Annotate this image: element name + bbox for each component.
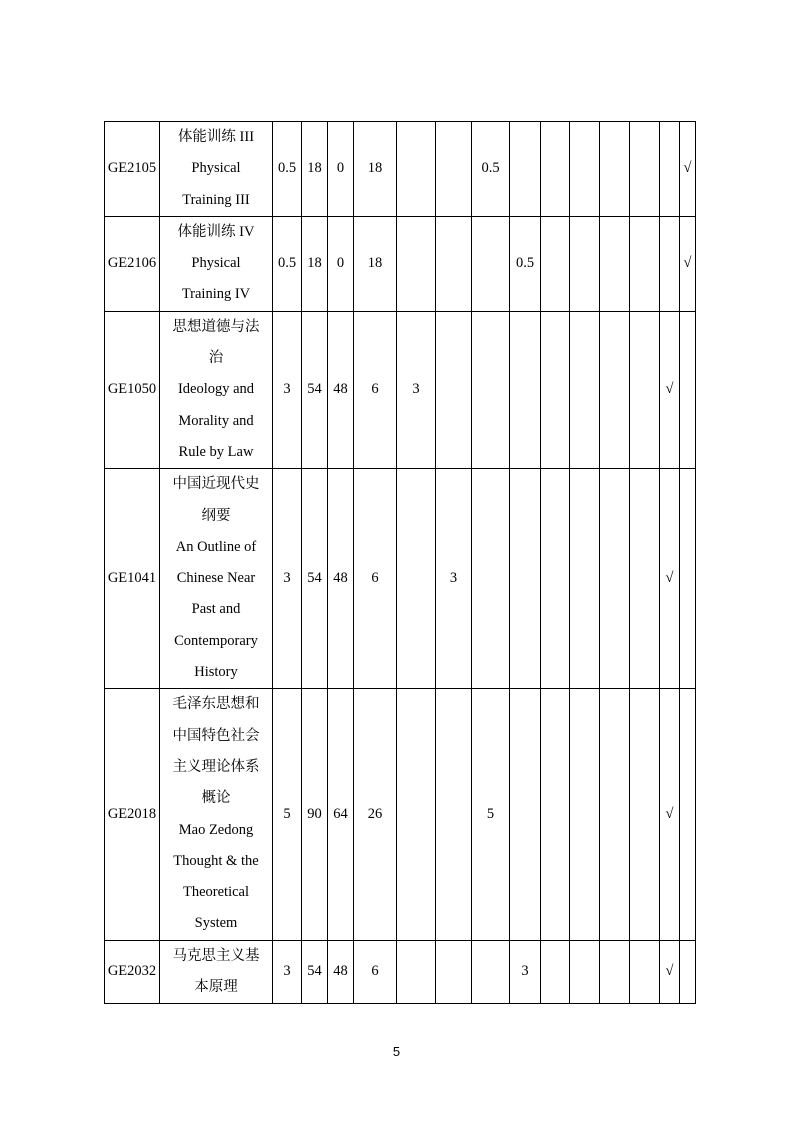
course-code: GE1041 bbox=[105, 469, 160, 689]
course-name-line: Thought & the bbox=[173, 852, 259, 869]
table-cell: 3 bbox=[273, 469, 302, 689]
table-cell: 5 bbox=[472, 689, 510, 940]
table-cell bbox=[680, 469, 696, 689]
table-cell bbox=[436, 122, 472, 217]
course-code: GE2106 bbox=[105, 216, 160, 311]
table-cell: 0 bbox=[328, 122, 354, 217]
table-cell bbox=[680, 311, 696, 468]
table-row bbox=[105, 469, 696, 689]
table-cell: 6 bbox=[354, 940, 397, 1004]
table-cell bbox=[510, 469, 541, 689]
table-cell: 6 bbox=[354, 469, 397, 689]
course-name-line: 中国近现代史 bbox=[172, 476, 260, 493]
course-name-line: Physical bbox=[191, 160, 241, 177]
course-name bbox=[160, 940, 273, 1004]
table-cell bbox=[680, 689, 696, 940]
course-code: GE1050 bbox=[105, 311, 160, 468]
table-cell: √ bbox=[660, 311, 680, 468]
course-name-line: 治 bbox=[208, 350, 224, 367]
table-cell: 48 bbox=[328, 940, 354, 1004]
table-cell: √ bbox=[660, 469, 680, 689]
course-name-line: 主义理论体系 bbox=[172, 758, 260, 775]
table-cell: 18 bbox=[302, 216, 328, 311]
table-row bbox=[105, 122, 696, 217]
table-cell bbox=[570, 122, 600, 217]
table-cell bbox=[541, 311, 570, 468]
table-cell bbox=[630, 122, 660, 217]
course-name-line: Contemporary bbox=[174, 632, 258, 649]
course-name-line: 纲要 bbox=[201, 507, 231, 524]
table-cell bbox=[600, 940, 630, 1004]
table-cell: 3 bbox=[273, 311, 302, 468]
table-cell bbox=[600, 216, 630, 311]
table-cell bbox=[630, 689, 660, 940]
table-cell: 18 bbox=[302, 122, 328, 217]
course-name bbox=[160, 122, 273, 217]
course-name-line: Morality and bbox=[178, 412, 254, 429]
course-name bbox=[160, 469, 273, 689]
table-cell: 3 bbox=[397, 311, 436, 468]
table-cell: 26 bbox=[354, 689, 397, 940]
table-cell bbox=[541, 122, 570, 217]
table-cell bbox=[472, 216, 510, 311]
course-code: GE2032 bbox=[105, 940, 160, 1004]
course-name-line: Mao Zedong bbox=[178, 821, 254, 838]
table-cell bbox=[397, 940, 436, 1004]
table-cell bbox=[660, 122, 680, 217]
table-cell bbox=[600, 122, 630, 217]
course-code: GE2105 bbox=[105, 122, 160, 217]
course-name-line: 本原理 bbox=[194, 979, 238, 996]
table-cell: 5 bbox=[273, 689, 302, 940]
table-cell bbox=[397, 469, 436, 689]
table-cell: 18 bbox=[354, 216, 397, 311]
table-cell bbox=[436, 311, 472, 468]
table-row bbox=[105, 689, 696, 940]
course-name-line: 马克思主义基 bbox=[172, 947, 260, 964]
course-name-line: History bbox=[194, 664, 238, 681]
course-name-line: Physical bbox=[191, 255, 241, 272]
course-name-line: Ideology and bbox=[177, 381, 255, 398]
table-row bbox=[105, 940, 696, 1004]
course-name-line: Rule by Law bbox=[178, 443, 254, 460]
table-cell bbox=[472, 311, 510, 468]
course-name-line: Training IV bbox=[181, 286, 251, 303]
table-cell bbox=[630, 311, 660, 468]
table-row bbox=[105, 311, 696, 468]
table-cell bbox=[397, 689, 436, 940]
course-table bbox=[104, 121, 696, 1004]
table-cell: 0.5 bbox=[472, 122, 510, 217]
course-name-line: 体能训练 IV bbox=[177, 223, 255, 240]
table-cell bbox=[541, 940, 570, 1004]
table-cell bbox=[472, 940, 510, 1004]
table-cell: 0 bbox=[328, 216, 354, 311]
table-cell bbox=[570, 216, 600, 311]
course-name-line: Past and bbox=[191, 601, 241, 618]
course-name-line: Chinese Near bbox=[176, 570, 256, 587]
table-cell: 54 bbox=[302, 940, 328, 1004]
table-cell bbox=[600, 469, 630, 689]
table-cell bbox=[660, 216, 680, 311]
table-cell bbox=[680, 940, 696, 1004]
course-name bbox=[160, 216, 273, 311]
table-cell bbox=[570, 689, 600, 940]
table-cell: 90 bbox=[302, 689, 328, 940]
course-name-line: 体能训练 III bbox=[177, 129, 255, 145]
course-code: GE2018 bbox=[105, 689, 160, 940]
page-number: 5 bbox=[392, 1044, 401, 1059]
course-name-line: System bbox=[194, 915, 238, 932]
course-name-line: 毛泽东思想和 bbox=[172, 696, 260, 713]
table-cell: 3 bbox=[273, 940, 302, 1004]
table-cell bbox=[397, 216, 436, 311]
table-cell bbox=[570, 311, 600, 468]
table-cell bbox=[397, 122, 436, 217]
table-cell: 6 bbox=[354, 311, 397, 468]
table-cell bbox=[436, 216, 472, 311]
table-cell bbox=[436, 689, 472, 940]
table-cell bbox=[630, 940, 660, 1004]
course-name bbox=[160, 689, 273, 940]
course-name-line: 思想道德与法 bbox=[172, 318, 260, 335]
table-cell: √ bbox=[660, 940, 680, 1004]
table-cell: 18 bbox=[354, 122, 397, 217]
table-cell bbox=[510, 689, 541, 940]
table-cell bbox=[630, 469, 660, 689]
table-cell bbox=[436, 940, 472, 1004]
course-name-line: Training III bbox=[182, 191, 250, 208]
table-cell bbox=[541, 689, 570, 940]
table-cell bbox=[600, 689, 630, 940]
table-cell bbox=[570, 469, 600, 689]
table-cell: 48 bbox=[328, 469, 354, 689]
table-cell: 3 bbox=[510, 940, 541, 1004]
course-name-line: 概论 bbox=[201, 790, 231, 807]
table-cell bbox=[630, 216, 660, 311]
table-cell: √ bbox=[660, 689, 680, 940]
table-cell bbox=[570, 940, 600, 1004]
course-table-body bbox=[105, 122, 696, 1004]
table-cell: 64 bbox=[328, 689, 354, 940]
table-cell bbox=[541, 216, 570, 311]
table-cell: 3 bbox=[436, 469, 472, 689]
course-name-line: An Outline of bbox=[175, 538, 257, 555]
table-cell: √ bbox=[680, 216, 696, 311]
course-name-line: Theoretical bbox=[182, 884, 249, 901]
table-cell: 48 bbox=[328, 311, 354, 468]
table-row bbox=[105, 216, 696, 311]
table-cell: 54 bbox=[302, 311, 328, 468]
table-cell bbox=[510, 311, 541, 468]
course-name-line: 中国特色社会 bbox=[172, 727, 260, 744]
table-cell: 0.5 bbox=[510, 216, 541, 311]
table-cell bbox=[541, 469, 570, 689]
table-cell bbox=[510, 122, 541, 217]
course-name bbox=[160, 311, 273, 468]
table-cell: √ bbox=[680, 122, 696, 217]
table-cell bbox=[472, 469, 510, 689]
table-cell: 54 bbox=[302, 469, 328, 689]
table-cell bbox=[600, 311, 630, 468]
table-cell: 0.5 bbox=[273, 122, 302, 217]
table-cell: 0.5 bbox=[273, 216, 302, 311]
